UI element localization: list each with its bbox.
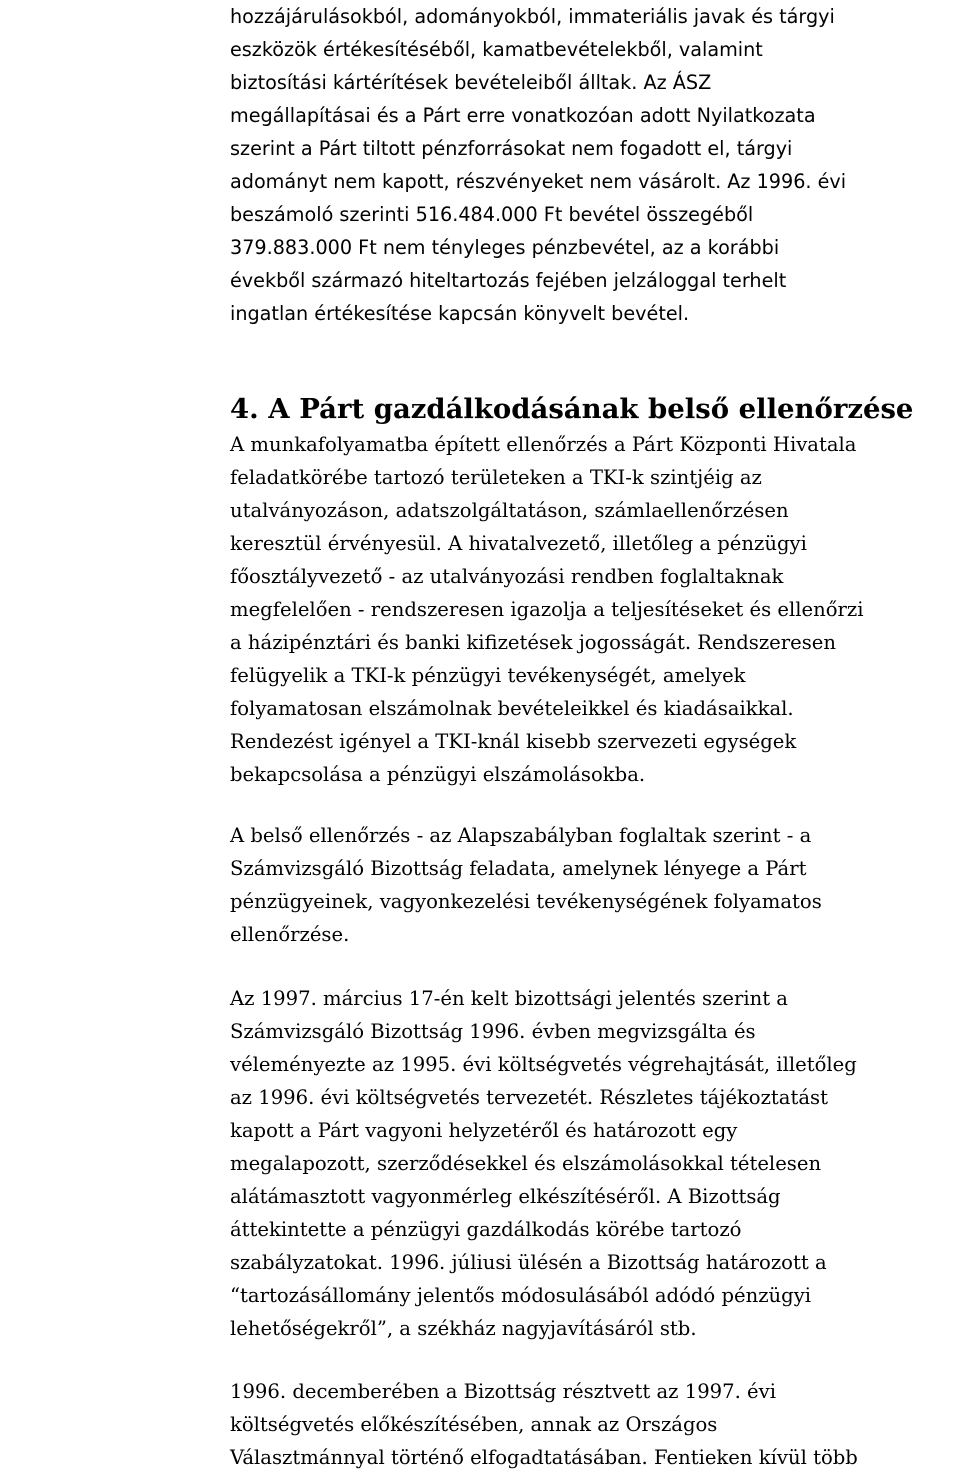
- text-line: feladatkörébe tartozó területeken a TKI-k szintjéig az: [230, 466, 762, 489]
- text-line: áttekintette a pénzügyi gazdálkodás körébe tartozó: [230, 1218, 742, 1241]
- text-line: Rendezést igényel a TKI-knál kisebb szervezeti egységek: [230, 730, 797, 753]
- text-line: ellenőrzése.: [230, 923, 350, 946]
- text-line: biztosítási kártérítések bevételeiből álltak. Az ÁSZ: [230, 71, 712, 94]
- text-line: 1996. decemberében a Bizottság résztvett az 1997. évi: [230, 1380, 776, 1403]
- text-line: lehetőségekről”, a székház nagyjavításáról stb.: [230, 1317, 697, 1340]
- text-line: felügyelik a TKI-k pénzügyi tevékenységét, amelyek: [230, 664, 746, 687]
- text-line: Az 1997. március 17-én kelt bizottsági jelentés szerint a: [230, 987, 788, 1010]
- text-line: megállapításai és a Párt erre vonatkozóan adott Nyilatkozata: [230, 104, 816, 127]
- text-line: beszámoló szerinti 516.484.000 Ft bevétel összegéből: [230, 203, 754, 226]
- text-line: szabályzatokat. 1996. júliusi ülésén a Bizottság határozott a: [230, 1251, 827, 1274]
- intro-paragraph: [230, 0, 958, 330]
- text-line: 379.883.000 Ft nem tényleges pénzbevétel, az a korábbi: [230, 236, 780, 259]
- text-line: alátámasztott vagyonmérleg elkészítéséről. A Bizottság: [230, 1185, 781, 1208]
- text-line: évekből származó hiteltartozás fejében jelzáloggal terhelt: [230, 269, 787, 292]
- text-line: főosztályvezető - az utalványozási rendben foglaltaknak: [230, 565, 784, 588]
- text-line: bekapcsolása a pénzügyi elszámolásokba.: [230, 763, 646, 786]
- text-line: Számvizsgáló Bizottság 1996. évben megvizsgálta és: [230, 1020, 756, 1043]
- text-line: adományt nem kapott, részvényeket nem vásárolt. Az 1996. évi: [230, 170, 847, 193]
- text-line: eszközök értékesítéséből, kamatbevételekből, valamint: [230, 38, 763, 61]
- text-line: ingatlan értékesítése kapcsán könyvelt bevétel.: [230, 302, 690, 325]
- text-line: hozzájárulásokból, adományokból, immateriális javak és tárgyi: [230, 5, 835, 28]
- paragraph-internal-control: [230, 428, 958, 791]
- text-line: “tartozásállomány jelentős módosulásából adódó pénzügyi: [230, 1284, 812, 1307]
- text-line: költségvetés előkészítésében, annak az Országos: [230, 1413, 718, 1436]
- text-line: megfelelően - rendszeresen igazolja a teljesítéseket és ellenőrzi: [230, 598, 864, 621]
- text-line: az 1996. évi költségvetés tervezetét. Részletes tájékoztatást: [230, 1086, 828, 1109]
- text-line: Számvizsgáló Bizottság feladata, amelynek lényege a Párt: [230, 857, 807, 880]
- paragraph-audit-committee: [230, 819, 958, 951]
- text-line: folyamatosan elszámolnak bevételeikkel és kiadásaikkal.: [230, 697, 794, 720]
- text-line: kapott a Párt vagyoni helyzetéről és határozott egy: [230, 1119, 738, 1142]
- text-line: pénzügyeinek, vagyonkezelési tevékenységének folyamatos: [230, 890, 822, 913]
- text-line: keresztül érvényesül. A hivatalvezető, illetőleg a pénzügyi: [230, 532, 807, 555]
- text-line: A belső ellenőrzés - az Alapszabályban foglaltak szerint - a: [230, 824, 812, 847]
- text-line: A munkafolyamatba épített ellenőrzés a Párt Központi Hivatala: [230, 433, 857, 456]
- text-line: utalványozáson, adatszolgáltatáson, számlaellenőrzésen: [230, 499, 789, 522]
- paragraph-committee-report: [230, 982, 958, 1345]
- text-line: a házipénztári és banki kifizetések jogosságát. Rendszeresen: [230, 631, 837, 654]
- text-line: szerint a Párt tiltott pénzforrásokat nem fogadott el, tárgyi: [230, 137, 793, 160]
- text-line: Választmánnyal történő elfogadtatásában. Fentieken kívül több: [230, 1446, 858, 1469]
- paragraph-budget-preparation: [230, 1375, 958, 1474]
- section-heading: 4. A Párt gazdálkodásának belső ellenőrzése: [230, 393, 914, 425]
- text-line: véleményezte az 1995. évi költségvetés végrehajtását, illetőleg: [230, 1053, 857, 1076]
- text-line: megalapozott, szerződésekkel és elszámolásokkal tételesen: [230, 1152, 822, 1175]
